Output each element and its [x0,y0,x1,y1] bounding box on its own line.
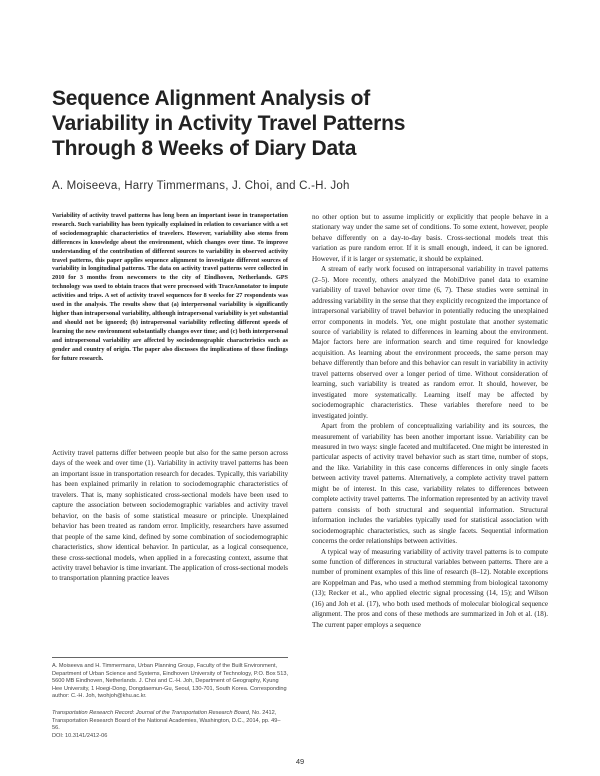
author-list: A. Moiseeva, Harry Timmermans, J. Choi, and C.-H. Joh [52,180,350,192]
article-title [52,86,552,161]
title-line: Through 8 Weeks of Diary Data [52,137,357,160]
footnote-divider [52,657,288,658]
title-line: Sequence Alignment Analysis of [52,87,371,110]
citation-details: No. 2412, Transportation Research Board of the National Academies, Washington, D.C., 2014, pp. 49–56. [52,710,281,732]
abstract: Variability of activity travel patterns has long been an important issue in transportation research. Such variability has been typically explained in relation to covariance with a set of sociodemographic characteristics of travelers. However, variability also stems from differences in knowledge about the environment, which changes over time. To improve understanding of the contribution of different sources to variability in observed activity travel patterns, this paper applies sequence alignment to investigate different sources of variability in longitudinal patterns. The data on activity travel patterns were collected in 2010 for 3 months from newcomers to the city of Eindhoven, Netherlands. GPS technology was used to obtain traces that were processed with TraceAnnotator to impute activities and trips. A set of activity travel sequences for 8 weeks for 27 respondents was used in the analysis. The results show that (a) interpersonal variability is significantly higher than intrapersonal variability, although intrapersonal variability is yet substantial and should not be ignored; (b) intrapersonal variability reflecting different speeds of learning the new environment substantially changes over time; and (c) both interpersonal and intrapersonal variability are affected by sociodemographic characteristics such as gender and country of origin. The paper also discusses the implications of these findings for future research. [52,212,288,362]
doi: DOI: 10.3141/2412-06 [52,732,108,739]
body-paragraph: Activity travel patterns differ between people but also for the same person across days of the week and over time (1). Variability in activity travel patterns has been an important issue in transportation research for decades. Typically, this variability has been explained primarily in relation to sociodemographic characteristics of travelers. That is, many sophisticated cross-sectional models have been used to capture the association between sociodemographic variables and activity travel behavior, on the basis of some statistical measure or principle. Unexplained behavior has been treated as random error. Implicitly, researchers have assumed that people of the same kind, defined by some combination of sociodemographic characteristics, show identical behavior. In particular, as a logical consequence, these cross-sectional models, when applied in a forecasting context, assume that activity travel behavior is time invariant. The application of cross-sectional models to transportation planning practice leaves [52,449,288,583]
title-line: Variability in Activity Travel Patterns [52,112,406,135]
author-affiliations: A. Moiseeva and H. Timmermans, Urban Planning Group, Faculty of the Built Environment, Department of Urban Science and Systems, Eindhoven University of Technology, P.O. Box 513, 5600 MB Eindhoven, Netherlands. J. Choi and C.-H. Joh, Department of Geography, Kyung Hee University, 1 Hoegi-Dong, Dongdaemun-Gu, Seoul, 130-701, South Korea. Corresponding author: C.-H. Joh, twohjoh@khu.ac.kr. [52,663,288,700]
body-paragraph: A typical way of measuring variability of activity travel patterns is to compute some function of differences in structural variables between patterns. There are a number of prominent examples of this line of research (8–12). Notable exceptions are Koppelman and Pas, who used a method stemming from biological taxonomy (13); Recker et al., who applied electric signal processing (14, 15); and Wilson (16) and Joh et al. (17), who both used methods of molecular biological sequence alignment. The pros and cons of these methods are summarized in Joh et al. (18). The current paper employs a sequence [312,547,548,629]
journal-name: Transportation Research Record: Journal of the Transportation Research Board, [52,710,251,716]
citation-block [52,710,288,740]
left-body-text [52,448,288,584]
right-column [312,212,548,630]
body-paragraph: Apart from the problem of conceptualizing variability and its sources, the measurement of variability has been another important issue. Variability can be measured in two ways: single faceted and multifaceted. One might be interested in particular aspects of activity travel behavior such as start time, number of stops, and the like. Variability in this case concerns differences in only single facets between activity travel patterns. Alternatively, a complete activity travel pattern might be of interest. In this case, variability relates to differences between complete activity travel patterns. The information represented by an activity travel pattern consists of both structural and sequential information. Structural information includes the variables typically used for statistical association with sociodemographic characteristics, such as single facets. Sequential information concerns the order relationships between activities. [312,422,548,546]
body-paragraph: no other option but to assume implicitly or explicitly that people behave in a stationary way under the same set of conditions. To some extent, however, people behave differently on a day-to-day basis. Cross-sectional models treat this variation as pure random error. If it is small enough, indeed, it can be ignored. However, if it is larger or systematic, it should be explained. [312,213,548,263]
left-column [52,212,288,363]
body-paragraph: A stream of early work focused on intrapersonal variability in travel patterns (2–5). More recently, others analyzed the MobiDrive panel data to examine variability of travel behavior over time (6, 7). These studies were seminal in addressing variability in the sense that they explicitly recognized the importance of intrapersonal variability of travel behavior in potentially reducing the unexplained error components in models. Yet, one might postulate that another systematic source of variability is related to differences in learning about the environment. Major factors here are information search and time required for knowledge acquisition. As learning about the environment proceeds, the same person may behave differently than before and this behavior can result in variability in activity travel patterns observed over a longer period of time. Without consideration of learning, such variability is treated as random error. It should, however, be investigated more systematically. Learning itself may be affected by sociodemographic characteristics. These variables therefore need to be investigated jointly. [312,265,548,420]
page-number: 49 [295,757,305,766]
